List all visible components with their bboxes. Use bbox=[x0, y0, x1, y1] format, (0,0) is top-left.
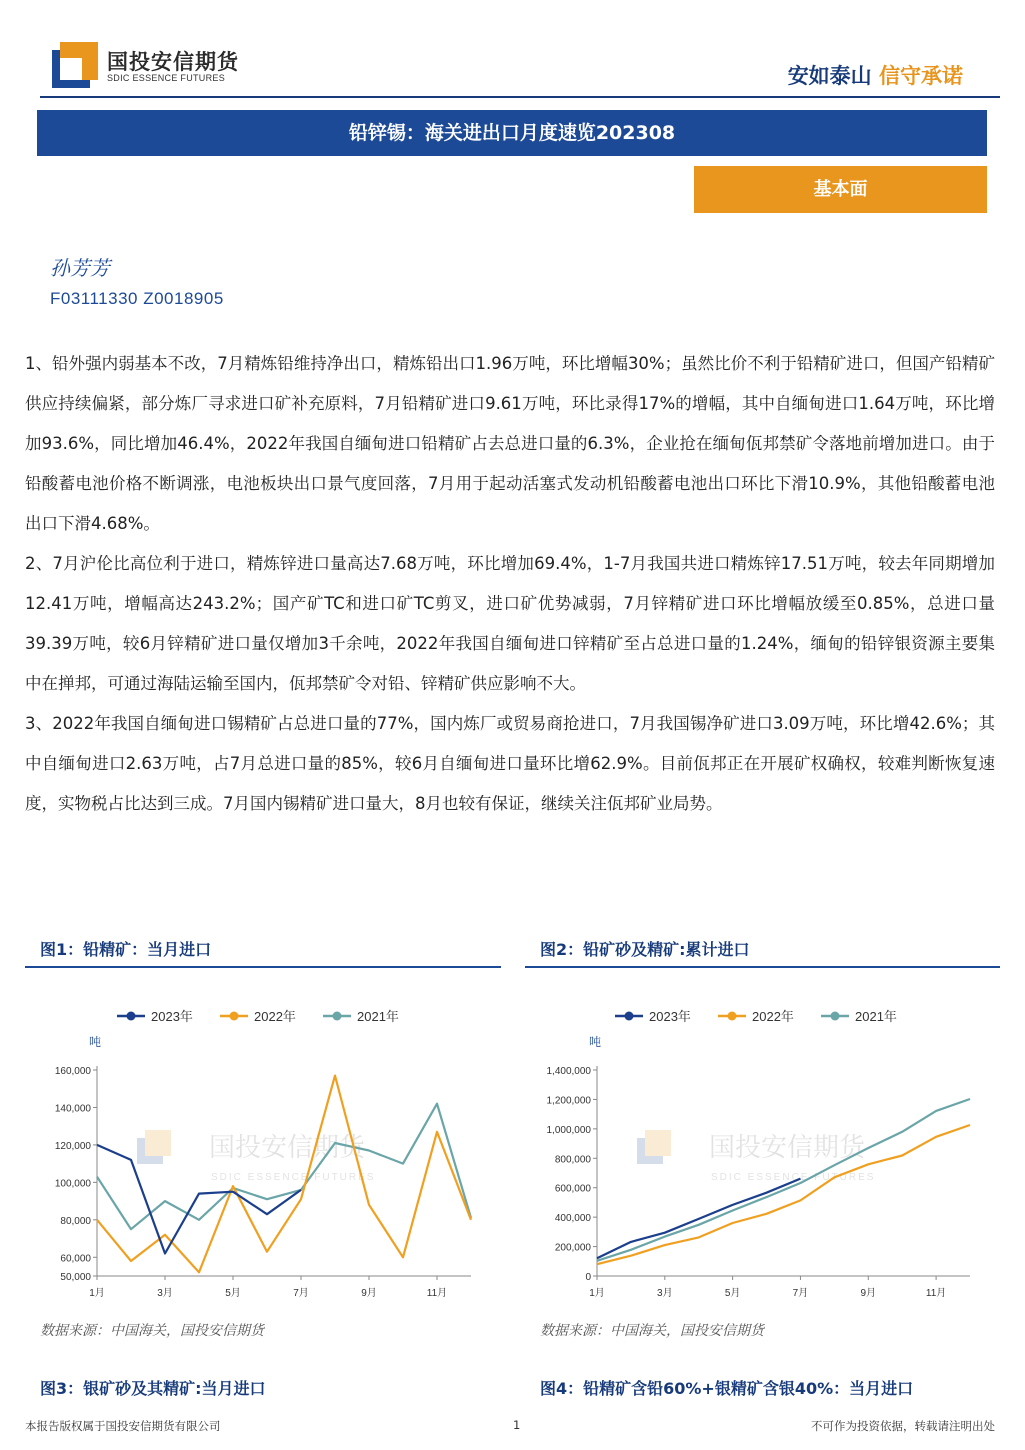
watermark-text-en: SDIC ESSENCE FUTURES bbox=[711, 1172, 876, 1183]
legend-label-1: 2022年 bbox=[254, 1009, 296, 1024]
chart-legend bbox=[615, 1009, 897, 1024]
footer-copyright: 本报告版权属于国投安信期货有限公司 bbox=[25, 1419, 221, 1433]
legend-label-1: 2022年 bbox=[752, 1009, 794, 1024]
legend-marker-2 bbox=[831, 1012, 840, 1021]
legend-marker-1 bbox=[728, 1012, 737, 1021]
x-tick-label: 3月 bbox=[657, 1288, 673, 1299]
report-title: 铅锌锡：海关进出口月度速览202308 bbox=[37, 110, 987, 156]
x-tick-label: 7月 bbox=[293, 1288, 309, 1299]
figure-3-title: 图3：银矿砂及其精矿:当月进口 bbox=[40, 1379, 266, 1398]
y-tick-label: 100,000 bbox=[54, 1178, 91, 1190]
y-tick-label: 80,000 bbox=[60, 1215, 91, 1227]
company-logo bbox=[52, 42, 98, 88]
y-axis-unit: 吨 bbox=[589, 1035, 602, 1049]
y-tick-label: 50,000 bbox=[60, 1272, 91, 1283]
legend-label-2: 2021年 bbox=[855, 1009, 897, 1024]
y-tick-label: 160,000 bbox=[54, 1066, 91, 1077]
watermark bbox=[137, 1130, 375, 1183]
figure-1-source: 数据来源：中国海关，国投安信期货 bbox=[40, 1323, 264, 1339]
x-tick-label: 9月 bbox=[860, 1288, 877, 1299]
y-tick-label: 1,200,000 bbox=[546, 1095, 591, 1107]
paragraph-1: 1、铅外强内弱基本不改，7月精炼铅维持净出口，精炼铅出口1.96万吨，环比增幅30%；虽然比价不利于铅精矿进口，但国产铅精矿供应持续偏紧，部分炼厂寻求进口矿补充原料，7月铅精矿进口9.61万吨，环比录得17%的增幅，其中自缅甸进口1.64万吨，环比增加93.6%，同比增加46.4%，2022年我国自缅甸进口铅精矿占去总进口量的6.3%，企业抢在缅甸佤邦禁矿令落地前增加进口。由于铅酸蓄电池价格不断调涨，电池板块出口景气度回落，7月用于起动活塞式发动机铅酸蓄电池出口环比下滑10.9%，其他铅酸蓄电池出口下滑4.68%。 bbox=[25, 354, 995, 533]
figure-1-title: 图1：铅精矿：当月进口 bbox=[40, 940, 212, 959]
figure-2-rule bbox=[525, 966, 1000, 968]
x-tick-label: 5月 bbox=[225, 1288, 241, 1299]
legend-marker-1 bbox=[230, 1012, 239, 1021]
logo-name-en: SDIC ESSENCE FUTURES bbox=[107, 73, 226, 83]
watermark-text: 国投安信期货 bbox=[709, 1132, 866, 1162]
x-tick-label: 9月 bbox=[361, 1288, 377, 1299]
footer-disclaimer: 不可作为投资依据，转载请注明出处 bbox=[811, 1419, 995, 1433]
y-tick-label: 140,000 bbox=[54, 1103, 91, 1115]
x-tick-label: 1月 bbox=[89, 1288, 105, 1299]
report-body bbox=[25, 344, 995, 824]
logo-name-cn: 国投安信期货 bbox=[107, 50, 239, 74]
figure-1-rule bbox=[25, 966, 501, 968]
y-tick-label: 400,000 bbox=[554, 1213, 591, 1225]
header-divider bbox=[40, 96, 1000, 98]
x-tick-label: 5月 bbox=[724, 1288, 741, 1299]
x-tick-label: 11月 bbox=[426, 1288, 448, 1299]
x-tick-label: 3月 bbox=[157, 1288, 173, 1299]
legend-label-0: 2023年 bbox=[151, 1009, 193, 1024]
y-tick-label: 200,000 bbox=[554, 1242, 591, 1254]
figure-2-title: 图2：铅矿砂及精矿:累计进口 bbox=[540, 940, 750, 959]
chart-lead-ore-cumulative bbox=[525, 990, 1000, 1308]
x-tick-label: 11月 bbox=[925, 1288, 947, 1299]
x-tick-label: 7月 bbox=[792, 1288, 809, 1299]
slogan-part1: 安如泰山 bbox=[787, 64, 872, 88]
paragraph-2: 2、7月沪伦比高位利于进口，精炼锌进口量高达7.68万吨，环比增加69.4%，1-7月我国共进口精炼锌17.51万吨，较去年同期增加12.41万吨，增幅高达243.2%；国产矿TC和进口矿TC剪叉，进口矿优势减弱，7月锌精矿进口环比增幅放缓至0.85%，总进口量39.39万吨，较6月锌精矿进口量仅增加3千余吨，2022年我国自缅甸进口锌精矿至占总进口量的1.24%，缅甸的铅锌银资源主要集中在掸邦，可通过海陆运输至国内，佤邦禁矿令对铅、锌精矿供应影响不大。 bbox=[25, 554, 995, 693]
author-name: 孙芳芳 bbox=[50, 256, 110, 280]
watermark-text-en: SDIC ESSENCE FUTURES bbox=[211, 1172, 376, 1183]
series-line-2023年 bbox=[597, 1179, 801, 1259]
chart-lead-concentrate-monthly bbox=[25, 990, 501, 1308]
category-tag: 基本面 bbox=[694, 166, 987, 213]
legend-label-0: 2023年 bbox=[649, 1009, 691, 1024]
y-axis-unit: 吨 bbox=[89, 1035, 102, 1049]
y-tick-label: 1,000,000 bbox=[546, 1124, 591, 1136]
x-tick-label: 1月 bbox=[589, 1288, 605, 1299]
logo-mark-icon bbox=[52, 42, 98, 88]
legend-label-2: 2021年 bbox=[357, 1009, 399, 1024]
author-certificates: F03111330 Z0018905 bbox=[50, 289, 224, 308]
page-number: 1 bbox=[513, 1418, 521, 1432]
figure-2-source: 数据来源：中国海关，国投安信期货 bbox=[540, 1323, 764, 1339]
y-tick-label: 0 bbox=[585, 1272, 591, 1283]
legend-marker-0 bbox=[127, 1012, 136, 1021]
y-tick-label: 1,400,000 bbox=[546, 1066, 591, 1077]
figure-4-title: 图4：铅精矿含铅60%+银精矿含银40%：当月进口 bbox=[540, 1379, 914, 1398]
y-tick-label: 800,000 bbox=[554, 1154, 591, 1166]
y-tick-label: 120,000 bbox=[54, 1140, 91, 1152]
chart-legend bbox=[117, 1009, 399, 1024]
slogan-part2: 信守承诺 bbox=[879, 64, 963, 88]
y-tick-label: 60,000 bbox=[60, 1253, 91, 1265]
watermark-text: 国投安信期货 bbox=[209, 1132, 366, 1162]
y-tick-label: 600,000 bbox=[554, 1183, 591, 1195]
legend-marker-0 bbox=[625, 1012, 634, 1021]
paragraph-3: 3、2022年我国自缅甸进口锡精矿占总进口量的77%，国内炼厂或贸易商抢进口，7月我国锡净矿进口3.09万吨，环比增42.6%；其中自缅甸进口2.63万吨，占7月总进口量的85%，较6月自缅甸进口量环比增62.9%。目前佤邦正在开展矿权确权，较难判断恢复速度，实物税占比达到三成。7月国内锡精矿进口量大，8月也较有保证，继续关注佤邦矿业局势。 bbox=[25, 714, 995, 813]
slogan bbox=[788, 60, 963, 90]
legend-marker-2 bbox=[333, 1012, 342, 1021]
